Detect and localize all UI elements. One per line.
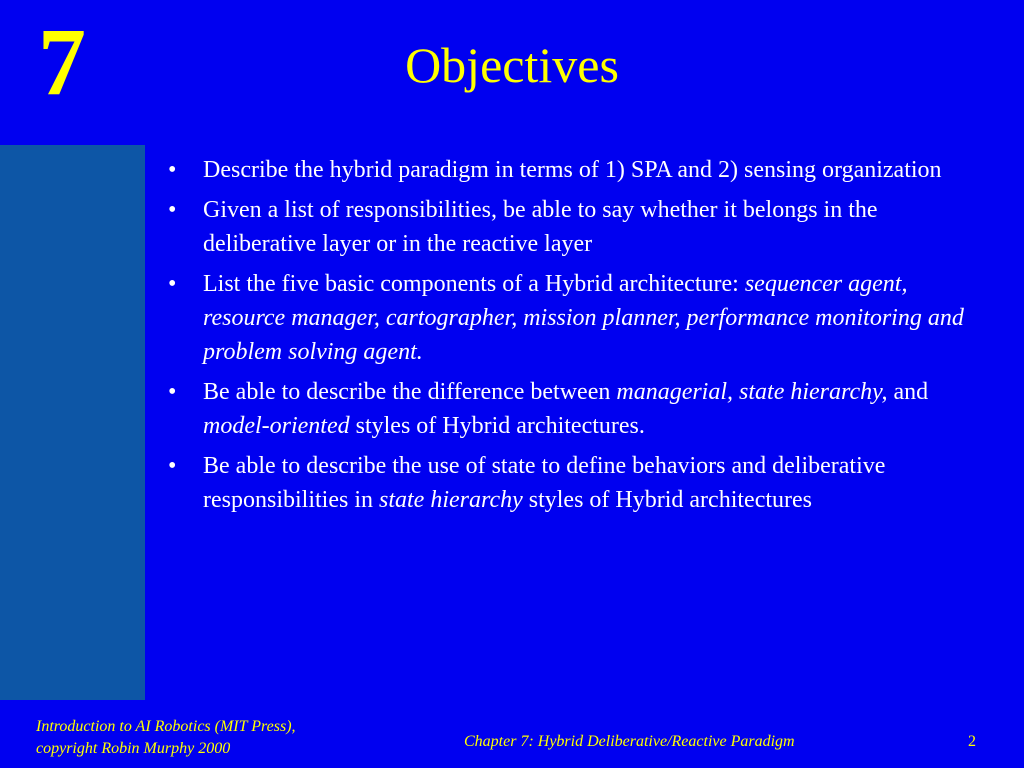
bullet-dot-icon: •: [168, 197, 177, 223]
objective-item: [165, 153, 975, 187]
objective-item: [165, 449, 975, 517]
bullet-dot-icon: •: [168, 379, 177, 405]
slide-title: Objectives: [405, 37, 619, 93]
objective-text: styles of Hybrid architectures.: [349, 413, 645, 439]
bullet-dot-icon: •: [168, 453, 177, 479]
objective-text: and: [887, 379, 929, 405]
footer-credit-line1: Introduction to AI Robotics (MIT Press),: [36, 718, 296, 735]
objective-emphasis: sequencer agent, resource manager, cartographer, mission planner, performance monitoring and problem solving agent.: [203, 271, 964, 365]
objectives-list: [165, 153, 975, 523]
footer-credit: [36, 716, 296, 760]
objective-text: Given a list of responsibilities, be able to say whether it belongs in the deliberative layer or in the reactive layer: [203, 197, 878, 257]
footer-credit-line2: copyright Robin Murphy 2000: [36, 740, 231, 757]
footer-chapter-title: Chapter 7: Hybrid Deliberative/Reactive Paradigm: [464, 733, 795, 750]
objective-emphasis: model-oriented: [203, 413, 350, 439]
objective-text: List the five basic components of a Hybrid architecture:: [203, 271, 745, 297]
objective-text: Be able to describe the use of state to define behaviors and deliberative responsibilities in: [203, 453, 886, 513]
objective-emphasis: state hierarchy: [379, 487, 523, 513]
objective-text: Be able to describe the difference between: [203, 379, 617, 405]
objective-item: [165, 267, 975, 369]
objective-emphasis: managerial, state hierarchy,: [616, 379, 888, 405]
objective-item: [165, 375, 975, 443]
objective-text: styles of Hybrid architectures: [522, 487, 812, 513]
objective-item: [165, 193, 975, 261]
bullet-dot-icon: •: [168, 271, 177, 297]
chapter-number: 7: [38, 8, 86, 115]
side-bar: [0, 145, 145, 700]
bullet-dot-icon: •: [168, 157, 177, 183]
objective-text: Describe the hybrid paradigm in terms of 1) SPA and 2) sensing organization: [203, 157, 942, 183]
page-number: 2: [968, 733, 976, 750]
